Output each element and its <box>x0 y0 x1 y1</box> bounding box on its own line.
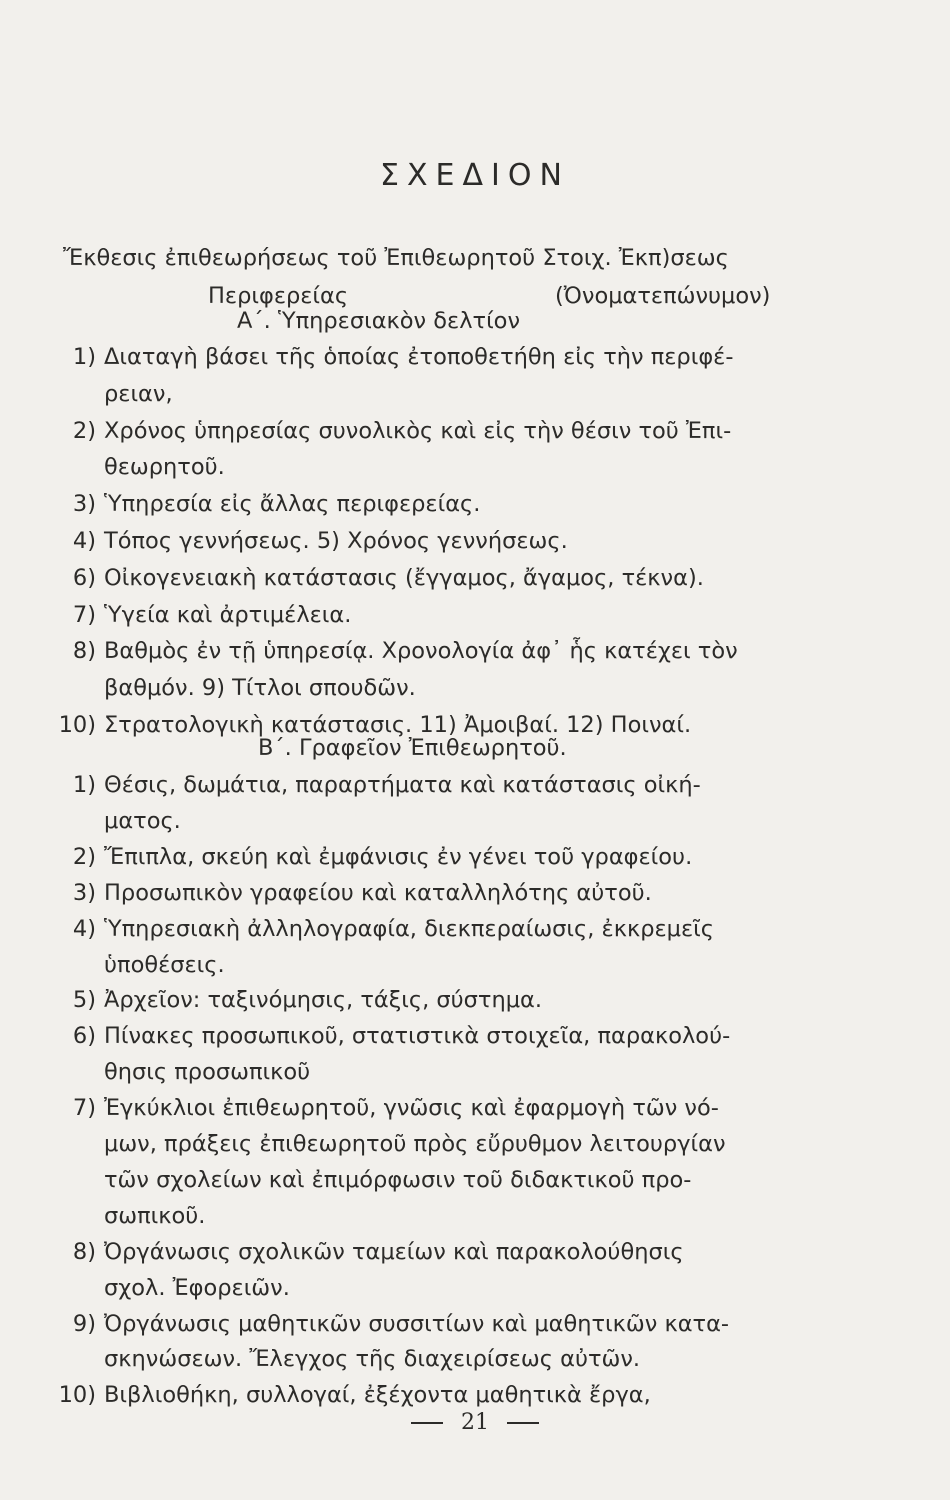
item-text-line: Προσωπικὸν γραφείου καὶ καταλληλότης αὐτοῦ. <box>104 879 652 906</box>
item-text-line: Ὀργάνωσις μαθητικῶν συσσιτίων καὶ μαθητικῶν κατα- <box>104 1310 730 1337</box>
item-text-line: θησις προσωπικοῦ <box>104 1059 311 1086</box>
item-number: 6) <box>72 1023 96 1050</box>
item-number: 7) <box>72 601 96 628</box>
item-number: 4) <box>72 528 96 554</box>
item-text-line: ρειαν, <box>104 380 173 407</box>
item-number: 2) <box>72 843 96 870</box>
item-text-line: Διαταγὴ βάσει τῆς ὁποίας ἐτοποθετήθη εἰς τὴν περιφέ- <box>104 344 734 370</box>
item-text-line: Ἀρχεῖον: ταξινόμησις, τάξις, σύστημα. <box>104 987 543 1014</box>
item-number: 1) <box>72 772 96 798</box>
item-text-line: μων, πράξεις ἐπιθεωρητοῦ πρὸς εὔρυθμον λειτουργίαν <box>104 1131 726 1157</box>
item-text-line: Ὑπηρεσιακὴ ἀλληλογραφία, διεκπεραίωσις, ἐκκρεμεῖς <box>104 915 714 942</box>
item-number: 10) <box>58 1382 96 1409</box>
item-text-line: Πίνακες προσωπικοῦ, στατιστικὰ στοιχεῖα, παρακολού- <box>104 1023 731 1050</box>
item-text-line: Ἐγκύκλιοι ἐπιθεωρητοῦ, γνῶσις καὶ ἐφαρμογὴ τῶν νό- <box>104 1095 719 1122</box>
item-number: 8) <box>72 638 96 665</box>
item-number: 3) <box>72 879 96 906</box>
intro-line-2-right: (Ὀνοματεπώνυμον) <box>555 283 771 309</box>
item-text-line: Χρόνος ὑπηρεσίας συνολικὸς καὶ εἰς τὴν θέσιν τοῦ Ἐπι- <box>104 417 732 444</box>
dash-right <box>507 1422 539 1424</box>
item-text-line: σκηνώσεων. Ἔλεγχος τῆς διαχειρίσεως αὐτῶν. <box>104 1346 641 1373</box>
item-text-line: τῶν σχολείων καὶ ἐπιμόρφωσιν τοῦ διδακτικοῦ προ- <box>104 1166 692 1193</box>
item-number: 1) <box>72 344 96 370</box>
intro-line-2-left: Περιφερείας <box>208 283 349 309</box>
section-b-heading: Β΄. Γραφεῖον Ἐπιθεωρητοῦ. <box>258 735 567 761</box>
item-text-line: Ὀργάνωσις σχολικῶν ταμείων καὶ παρακολούθησις <box>104 1238 684 1265</box>
item-text-line: Ὑπηρεσία εἰς ἄλλας περιφερείας. <box>104 491 481 518</box>
item-number: 2) <box>72 417 96 444</box>
item-text-line: Θέσις, δωμάτια, παραρτήματα καὶ κατάστασις οἰκή- <box>104 772 701 798</box>
item-text-line: σωπικοῦ. <box>104 1202 206 1229</box>
item-text-line: Ἔπιπλα, σκεύη καὶ ἐμφάνισις ἐν γένει τοῦ γραφείου. <box>104 843 693 870</box>
item-text-line: ματος. <box>104 807 181 834</box>
item-number: 3) <box>72 491 96 518</box>
item-text-line: Τόπος γεννήσεως. 5) Χρόνος γεννήσεως. <box>104 528 568 554</box>
item-number: 4) <box>72 915 96 942</box>
page-number: 21 <box>461 1410 489 1435</box>
item-text-line: Στρατολογικὴ κατάστασις. 11) Ἀμοιβαί. 12) Ποιναί. <box>104 712 692 738</box>
intro-line-1: Ἔκθεσις ἐπιθεωρήσεως τοῦ Ἐπιθεωρητοῦ Στοιχ. Ἐκπ)σεως <box>63 245 729 271</box>
item-number: 8) <box>72 1238 96 1265</box>
page-number-footer <box>0 1408 950 1438</box>
section-a-heading: Α΄. Ὑπηρεσιακὸν δελτίον <box>237 308 521 334</box>
item-text-line: θεωρητοῦ. <box>104 454 225 481</box>
item-text-line: Ὑγεία καὶ ἀρτιμέλεια. <box>104 601 352 628</box>
item-text-line: Βιβλιοθήκη, συλλογαί, ἐξέχοντα μαθητικὰ ἔργα, <box>104 1382 651 1409</box>
item-number: 9) <box>72 1310 96 1337</box>
item-number: 6) <box>72 564 96 591</box>
dash-left <box>411 1422 443 1424</box>
item-text-line: σχολ. Ἐφορειῶν. <box>104 1274 290 1301</box>
item-text-line: Οἰκογενειακὴ κατάστασις (ἔγγαμος, ἄγαμος, τέκνα). <box>104 564 704 591</box>
item-number: 7) <box>72 1095 96 1122</box>
item-number: 10) <box>58 712 96 738</box>
item-text-line: βαθμόν. 9) Τίτλοι σπουδῶν. <box>104 675 416 702</box>
item-number: 5) <box>72 987 96 1014</box>
item-text-line: Βαθμὸς ἐν τῇ ὑπηρεσίᾳ. Χρονολογία ἀφ᾽ ἧς κατέχει τὸν <box>104 638 738 665</box>
page-title: ΣΧΕΔΙΟΝ <box>380 158 570 193</box>
item-text-line: ὑποθέσεις. <box>104 951 225 978</box>
